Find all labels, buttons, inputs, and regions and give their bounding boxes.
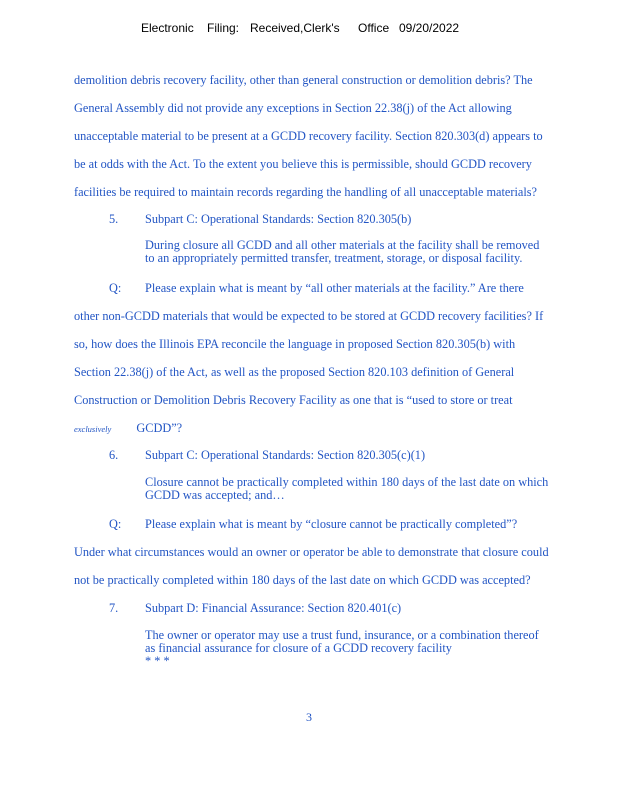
item-5-quote <box>145 239 590 265</box>
item-7-quote <box>145 629 590 668</box>
text-line: so, how does the Illinois EPA reconcile the language in proposed Section 820.305(b) with <box>74 337 516 351</box>
item-7-title: Subpart D: Financial Assurance: Section 820.401(c) <box>145 601 402 615</box>
item-5-question-line-1: Please explain what is meant by “all other materials at the facility.” Are there <box>145 281 524 295</box>
header-date: 09/20/2022 <box>399 21 460 35</box>
quote-line: The owner or operator may use a trust fund, insurance, or a combination thereof <box>145 628 539 642</box>
quote-line: * * * <box>145 654 170 668</box>
item-7-number: 7. <box>109 601 119 615</box>
item-5-q-label: Q: <box>109 281 122 295</box>
text-line: demolition debris recovery facility, other than general construction or demolition debris? The <box>74 73 533 87</box>
item-5-title: Subpart C: Operational Standards: Section 820.305(b) <box>145 212 412 226</box>
item-6-title: Subpart C: Operational Standards: Section 820.305(c)(1) <box>145 448 426 462</box>
item-6-question <box>74 538 586 594</box>
text-line: not be practically completed within 180 days of the last date on which GCDD was accepted? <box>74 573 531 587</box>
item-6-quote <box>145 476 590 502</box>
item-5-number: 5. <box>109 212 119 226</box>
item-6-q-label: Q: <box>109 517 122 531</box>
item-6-number: 6. <box>109 448 119 462</box>
text-line: Construction or Demolition Debris Recovery Facility as one that is “used to store or treat <box>74 393 513 407</box>
quote-line: During closure all GCDD and all other materials at the facility shall be removed <box>145 238 540 252</box>
text-line: unacceptable material to be present at a GCDD recovery facility. Section 820.303(d) appears to <box>74 129 543 143</box>
quote-line: as financial assurance for closure of a GCDD recovery facility <box>145 641 452 655</box>
emphasis-exclusively: exclusively <box>74 424 112 434</box>
header-received: Received,Clerk's <box>250 21 340 35</box>
item-5-question <box>74 302 586 443</box>
header-filing: Filing: <box>207 21 240 35</box>
quote-line: Closure cannot be practically completed within 180 days of the last date on which <box>145 475 549 489</box>
paragraph-1 <box>74 66 586 206</box>
item-6-question-line-1: Please explain what is meant by “closure cannot be practically completed”? <box>145 517 518 531</box>
text-line <box>74 414 586 443</box>
text-line: Section 22.38(j) of the Act, as well as the proposed Section 820.103 definition of General <box>74 365 515 379</box>
quote-line: to an appropriately permitted transfer, treatment, storage, or disposal facility. <box>145 251 523 265</box>
text-line: be at odds with the Act. To the extent you believe this is permissible, should GCDD recovery <box>74 157 532 171</box>
text-line: facilities be required to maintain records regarding the handling of all unacceptable materials? <box>74 185 537 199</box>
quote-line: GCDD was accepted; and… <box>145 488 285 502</box>
page-number: 3 <box>306 710 312 724</box>
header-electronic: Electronic <box>141 21 194 35</box>
text-line: General Assembly did not provide any exceptions in Section 22.38(j) of the Act allowing <box>74 101 512 115</box>
header-office: Office <box>358 21 390 35</box>
text-line: Under what circumstances would an owner or operator be able to demonstrate that closure could <box>74 545 549 559</box>
text-fragment: GCDD”? <box>136 421 183 435</box>
text-line: other non-GCDD materials that would be expected to be stored at GCDD recovery facilities? If <box>74 309 544 323</box>
